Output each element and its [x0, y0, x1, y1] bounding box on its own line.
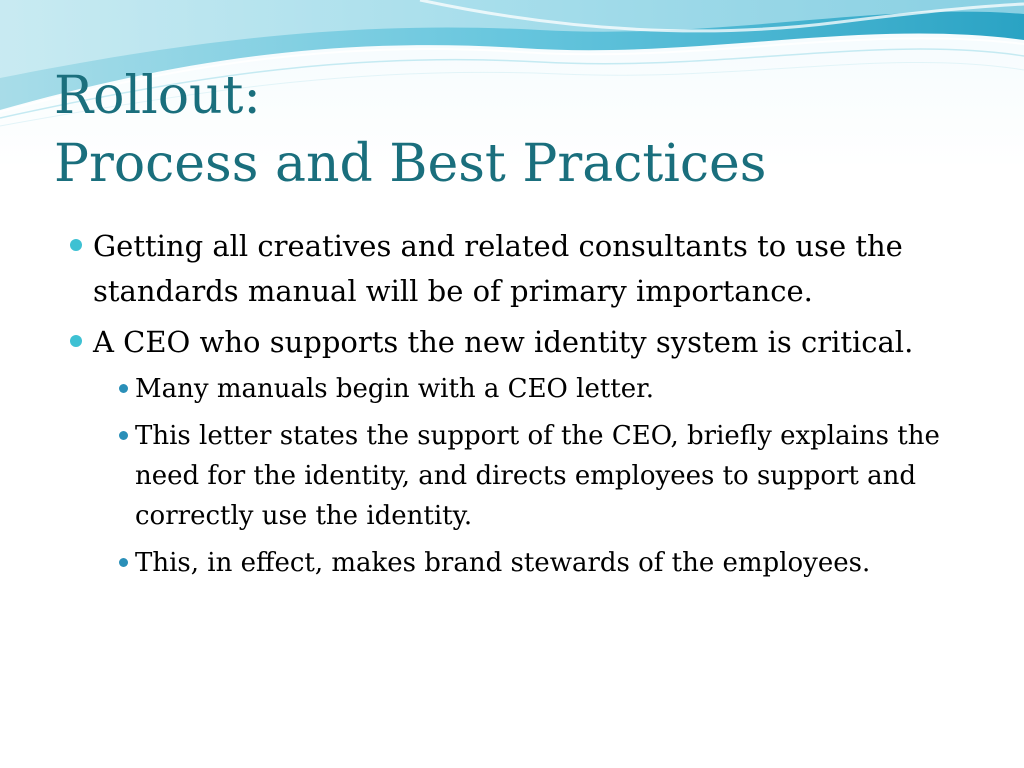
sub-bullet-item: [107, 543, 966, 583]
bullet-text: Getting all creatives and related consultants to use the standards manual will be of primary importance.: [93, 229, 903, 308]
sub-bullet-text: This, in effect, makes brand stewards of the employees.: [135, 548, 871, 578]
bullet-item: [66, 224, 966, 314]
bullet-dot-icon: [70, 239, 82, 251]
bullet-list: [66, 224, 966, 590]
sub-bullet-text: Many manuals begin with a CEO letter.: [135, 374, 654, 404]
sub-bullet-item: [107, 369, 966, 409]
bullet-dot-icon: [70, 335, 82, 347]
slide-title: [54, 62, 766, 198]
sub-bullet-dot-icon: [119, 431, 128, 440]
sub-bullet-list: [107, 369, 966, 583]
sub-bullet-item: [107, 416, 966, 536]
slide-title-line-2: Process and Best Practices: [54, 134, 767, 194]
sub-bullet-text: This letter states the support of the CEO, briefly explains the need for the identity, and directs employees to support and correctly use the identity.: [135, 421, 940, 531]
bullet-item: [66, 320, 966, 583]
bullet-text: A CEO who supports the new identity system is critical.: [93, 325, 914, 359]
sub-bullet-dot-icon: [119, 558, 128, 567]
slide-title-line-1: Rollout:: [54, 66, 261, 126]
sub-bullet-dot-icon: [119, 384, 128, 393]
